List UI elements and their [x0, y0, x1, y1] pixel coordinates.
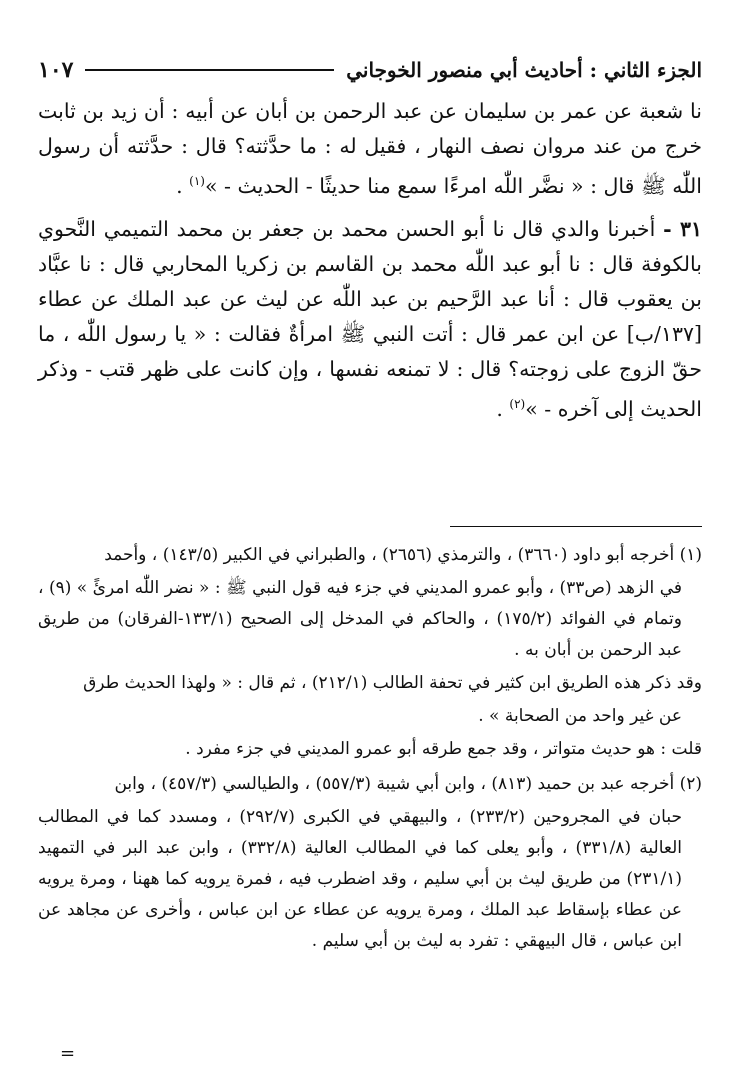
page-header — [38, 52, 702, 88]
page-number: ١٠٧ — [38, 57, 74, 83]
hadith-text: أخبرنا والدي قال نا أبو الحسن محمد بن جعفر بن محمد التميمي النَّحوي بالكوفة قال : نا أبو عبد اللّٰه محمد بن القاسم بن زكريا المحاربي قال : نا عبَّاد بن يعقوب قال : أنا عبد الرَّحيم بن عبد اللّٰه عن ليث عن عبد الملك عن عطاء [١٣٧/ب] عن ابن عمر قال : أتت النبي ﷺ امرأةٌ فقالت : « يا رسول اللّٰه ، ما حقّ الزوج على زوجته؟ قال : لا تمنعه نفسها ، وإن كانت على ظهر قتب - وذكر الحديث إلى آخره - » — [38, 216, 702, 421]
footnote-2: (٢) أخرجه عبد بن حميد (٨١٣) ، وابن أبي شيبة (٥٥٧/٣) ، والطيالسي (٤٥٧/٣) ، وابن — [114, 774, 702, 794]
running-title: الجزء الثاني : أحاديث أبي منصور الخوجاني — [346, 58, 702, 82]
main-text — [38, 94, 702, 427]
footnote-ref-2: (٢) — [509, 396, 526, 411]
hadith-number: ٣١ - — [663, 216, 702, 241]
continuation-mark: = — [60, 1043, 76, 1064]
footnote-1-first-line: (١) أخرجه أبو داود (٣٦٦٠) ، والترمذي (٢٦٥٦) ، والطبراني في الكبير (١٤٣/٥) ، وأحمد — [104, 545, 702, 565]
paragraph-end: . — [496, 396, 503, 421]
paragraph-text: نا شعبة عن عمر بن سليمان عن عبد الرحمن بن أبان عن أبيه : أن زيد بن ثابت خرج من عند مروان نصف النهار ، فقيل له : ما حدَّثته؟ قال : حدَّثته أن رسول اللّٰه ﷺ قال : « نضَّر اللّٰه امرءًا سمع منا حديثًا - الحديث - » — [38, 99, 702, 198]
footnote-1-ibn-kathir-continuation: عن غير واحد من الصحابة » . — [478, 706, 682, 726]
footnote-1-ibn-kathir: وقد ذكر هذه الطريق ابن كثير في تحفة الطالب (٢١٢/١) ، ثم قال : « ولهذا الحديث طرق — [83, 673, 702, 693]
footnote-2-continuation: حبان في المجروحين (٢٣٣/٢) ، والبيهقي في الكبرى (٢٩٢/٧) ، ومسدد كما في المطالب العالية (٣٣١/٨) ، وأبو يعلى كما في المطالب العالية (٣٣٢/٨) ، وابن عبد البر في التمهيد (٢٣١/١) من طريق ليث بن أبي سليم ، وقد اضطرب فيه ، فمرة يرويه كما ههنا ، ومرة يرويه عن عطاء بإسقاط عبد الملك ، ومرة يرويه عن عطاء عن ابن عباس ، وأخرى عن مجاهد عن ابن عباس ، قال البيهقي : تفرد به ليث بن أبي سليم . — [38, 807, 682, 951]
hadith-31 — [38, 212, 702, 427]
paragraph-end: . — [176, 173, 183, 198]
footnote-separator — [450, 526, 702, 527]
paragraph-continuation — [38, 94, 702, 204]
footnote-1 — [38, 540, 702, 571]
footnotes — [38, 540, 702, 959]
footnote-ref-1: (١) — [189, 174, 205, 188]
footnote-1-comment: قلت : هو حديث متواتر ، وقد جمع طرقه أبو عمرو المديني في جزء مفرد . — [185, 739, 702, 759]
header-rule — [85, 69, 334, 71]
footnote-1-continuation: في الزهد (ص٣٣) ، وأبو عمرو المديني في جزء فيه قول النبي ﷺ : « نضر اللّٰه امرئً » (٩) ، وتمام في الفوائد (١٧٥/٢) ، والحاكم في المدخل إلى الصحيح (١٣٣/١-الفرقان) من طريق عبد الرحمن بن أبان به . — [38, 578, 682, 660]
